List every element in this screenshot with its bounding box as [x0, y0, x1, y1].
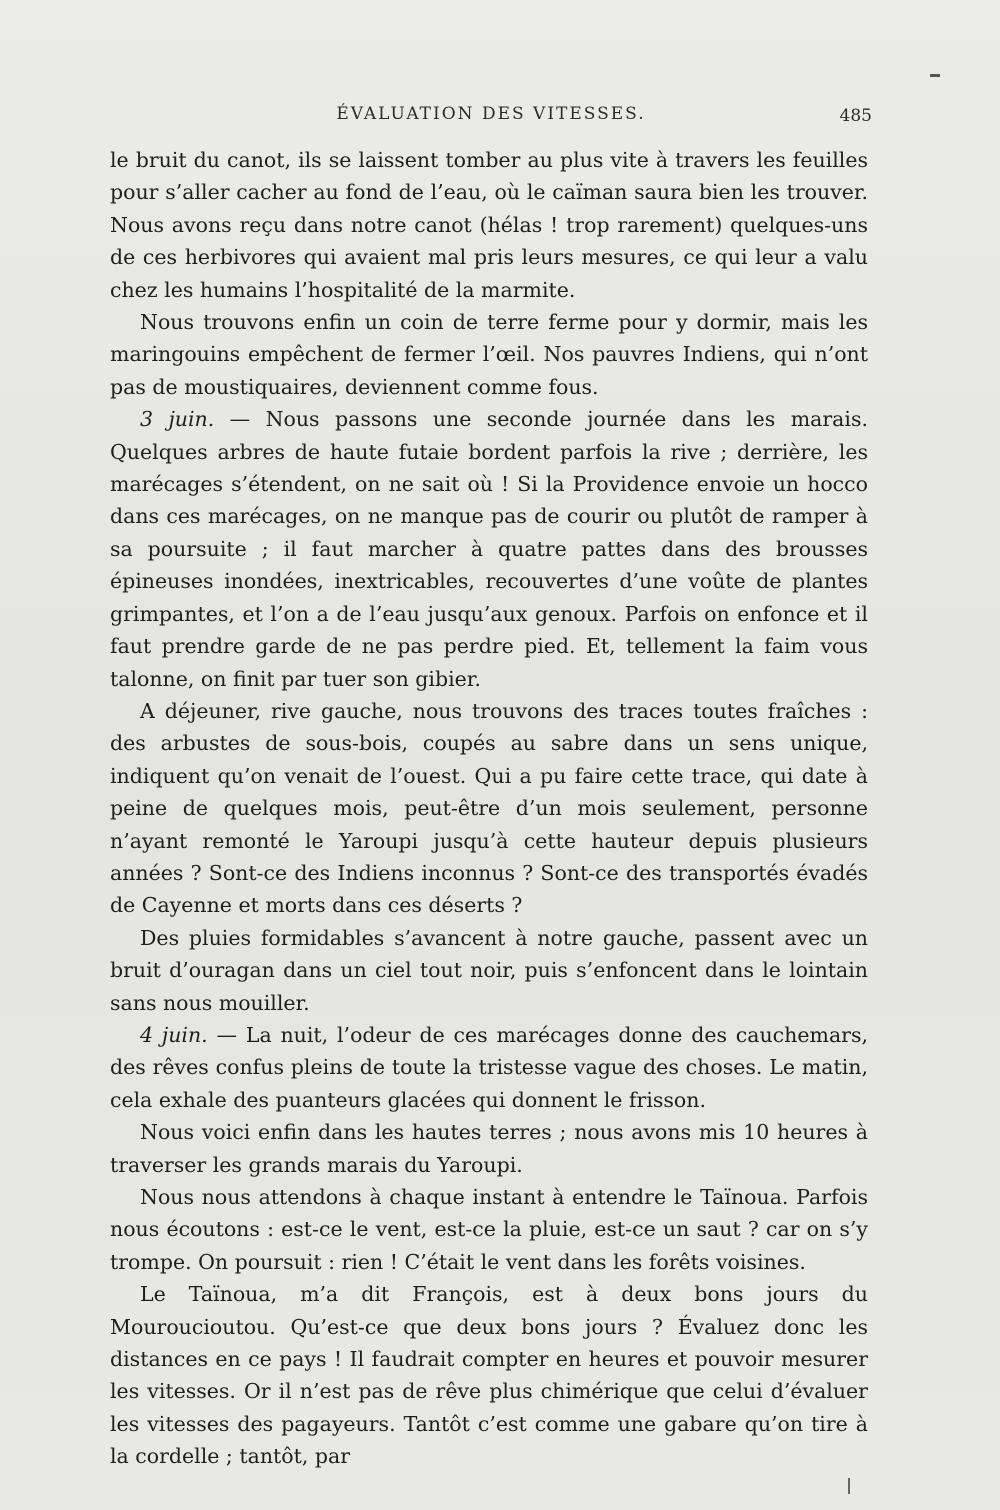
paragraph-7: Nous voici enfin dans les hautes terres ; nous avons mis 10 heures à traverser les grands marais du Yaroupi. — [110, 1120, 868, 1177]
paragraph-5: Des pluies formidables s’avancent à notre gauche, passent avec un bruit d’ouragan dans un ciel tout noir, puis s’enfoncent dans le lointain sans nous mouiller. — [110, 925, 868, 1015]
entry-date-june-4: 4 juin. — [140, 1022, 208, 1047]
paragraph-8: Nous nous attendons à chaque instant à entendre le Taïnoua. Parfois nous écoutons : est-ce le vent, est-ce la pluie, est-ce un saut ? car on s’y trompe. On poursuit : rien ! C’était le vent dans les forêts voisines. — [110, 1185, 868, 1274]
margin-mark — [848, 1478, 850, 1494]
running-title: ÉVALUATION DES VITESSES. — [336, 104, 646, 124]
margin-mark — [930, 74, 940, 77]
paragraph-9: Le Taïnoua, m’a dit François, est à deux bons jours du Mouroucioutou. Qu’est-ce que deux bons jours ? Évaluez donc les distances en ce pays ! Il faudrait compter en heures et pouvoir mesurer les vitesses. Or il n’est pas de rêve plus chimérique que celui d’évaluer les vitesses des pagayeurs. Tantôt c’est comme une gabare qu’on tire à la cordelle ; tantôt, par — [110, 1282, 868, 1469]
paragraph-6-text: — La nuit, l’odeur de ces marécages donne des cauchemars, des rêves confus pleins de toute la tristesse vague des choses. Le matin, cela exhale des puanteurs glacées qui donnent le frisson. — [110, 1022, 868, 1112]
paragraph-4: A déjeuner, rive gauche, nous trouvons des traces toutes fraîches : des arbustes de sous-bois, coupés au sabre dans un sens unique, indiquent qu’on venait de l’ouest. Qui a pu faire cette trace, qui date à peine de quelques mois, peut-être d’un mois seulement, personne n’ayant remonté le Yaroupi jusqu’à cette hauteur depuis plusieurs années ? Sont-ce des Indiens inconnus ? Sont-ce des transportés évadés de Cayenne et morts dans ces déserts ? — [110, 698, 868, 918]
body-text — [110, 144, 868, 1473]
page-number: 485 — [839, 106, 872, 126]
paragraph-3-text: — Nous passons une seconde journée dans les marais. Quelques arbres de haute futaie bordent parfois la rive ; derrière, les marécages s’étendent, on ne sait où ! Si la Providence envoie un hocco dans ces marécages, on ne manque pas de courir ou plutôt de ramper à sa poursuite ; il faut marcher à quatre pattes dans des brousses épineuses inondées, inextricables, recouvertes d’une voûte de plantes grimpantes, et l’on a de l’eau jusqu’aux genoux. Parfois on enfonce et il faut prendre garde de ne pas perdre pied. Et, tellement la faim vous talonne, on finit par tuer son gibier. — [110, 407, 868, 691]
entry-date-june-3: 3 juin. — [140, 407, 215, 432]
page-header — [110, 104, 872, 134]
paragraph-2: Nous trouvons enfin un coin de terre ferme pour y dormir, mais les maringouins empêchent de fermer l’œil. Nos pauvres Indiens, qui n’ont pas de moustiquaires, deviennent comme fous. — [110, 310, 868, 399]
paragraph-3 — [110, 403, 868, 695]
paragraph-6 — [110, 1019, 868, 1116]
paragraph-1: le bruit du canot, ils se laissent tomber au plus vite à travers les feuilles pour s’aller cacher au fond de l’eau, où le caïman saura bien les trouver. Nous avons reçu dans notre canot (hélas ! trop rarement) quelques-uns de ces herbivores qui avaient mal pris leurs mesures, ce qui leur a valu chez les humains l’hospitalité de la marmite. — [110, 148, 868, 302]
